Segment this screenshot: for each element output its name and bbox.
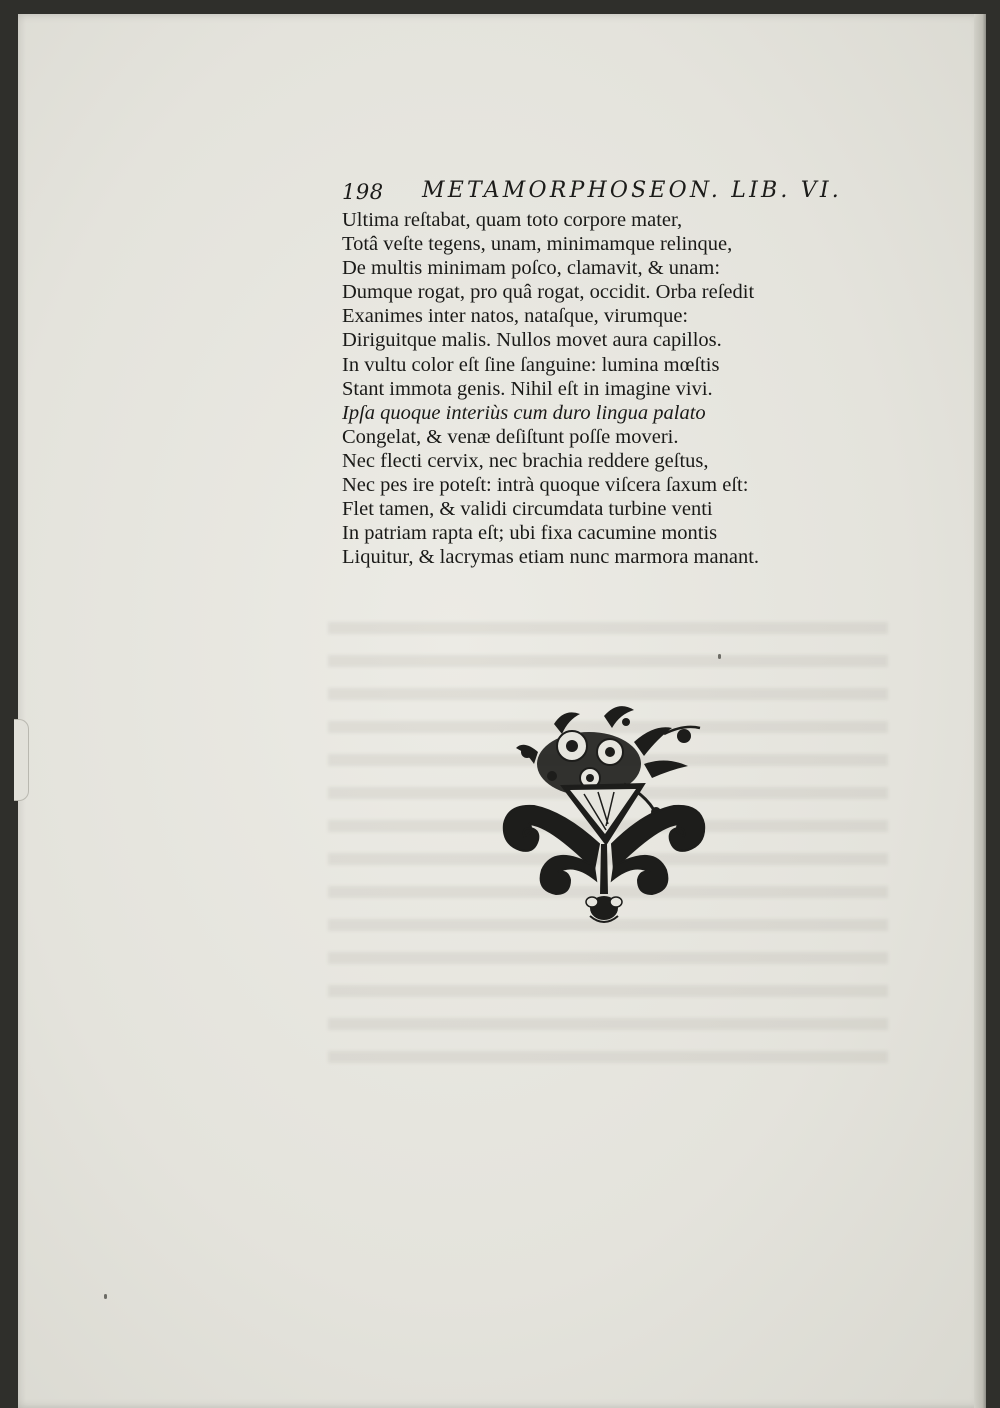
verse-line: Nec flecti cervix, nec brachia reddere geſtus, (342, 449, 709, 472)
verse-line: In patriam rapta eſt; ubi fixa cacumine montis (342, 522, 718, 545)
verse-line: Ultima reſtabat, quam toto corpore mater, (342, 209, 683, 231)
verse-line: De multis minimam poſco, clamavit, & unam: (342, 257, 721, 280)
verse-line: Dumque rogat, pro quâ rogat, occidit. Orba reſedit (342, 281, 755, 304)
verse-line: Nec pes ire poteſt: intrà quoque viſcera ſaxum eſt: (342, 474, 749, 497)
verse-line: Diriguitque malis. Nullos movet aura capillos. (342, 329, 722, 352)
verse-line: Exanimes inter natos, nataſque, virumque: (342, 305, 689, 328)
page-edge-shadow (974, 14, 986, 1408)
verse-line: Totâ veſte tegens, unam, minimamque relinque, (342, 233, 733, 256)
page-header (342, 176, 852, 210)
floral-basket-ornament-icon (494, 694, 714, 926)
page-number: 198 (342, 180, 384, 204)
page-tab-notch (14, 719, 29, 801)
verse-line: Flet tamen, & validi circumdata turbine venti (342, 498, 713, 521)
verse-line: Ipſa quoque interiùs cum duro lingua palato (342, 401, 706, 424)
running-title: METAMORPHOSEON. LIB. VI. (422, 178, 842, 203)
verse-block (342, 208, 862, 569)
ink-speck (718, 654, 721, 659)
verse-line: Liquitur, & lacrymas etiam nunc marmora manant. (342, 546, 760, 569)
verse-line: In vultu color eſt ſine ſanguine: lumina mœſtis (342, 353, 720, 376)
verse-line: Congelat, & venæ deſiſtunt poſſe moveri. (342, 425, 679, 448)
verse-line: Stant immota genis. Nihil eſt in imagine vivi. (342, 377, 713, 400)
ink-speck (104, 1294, 107, 1299)
